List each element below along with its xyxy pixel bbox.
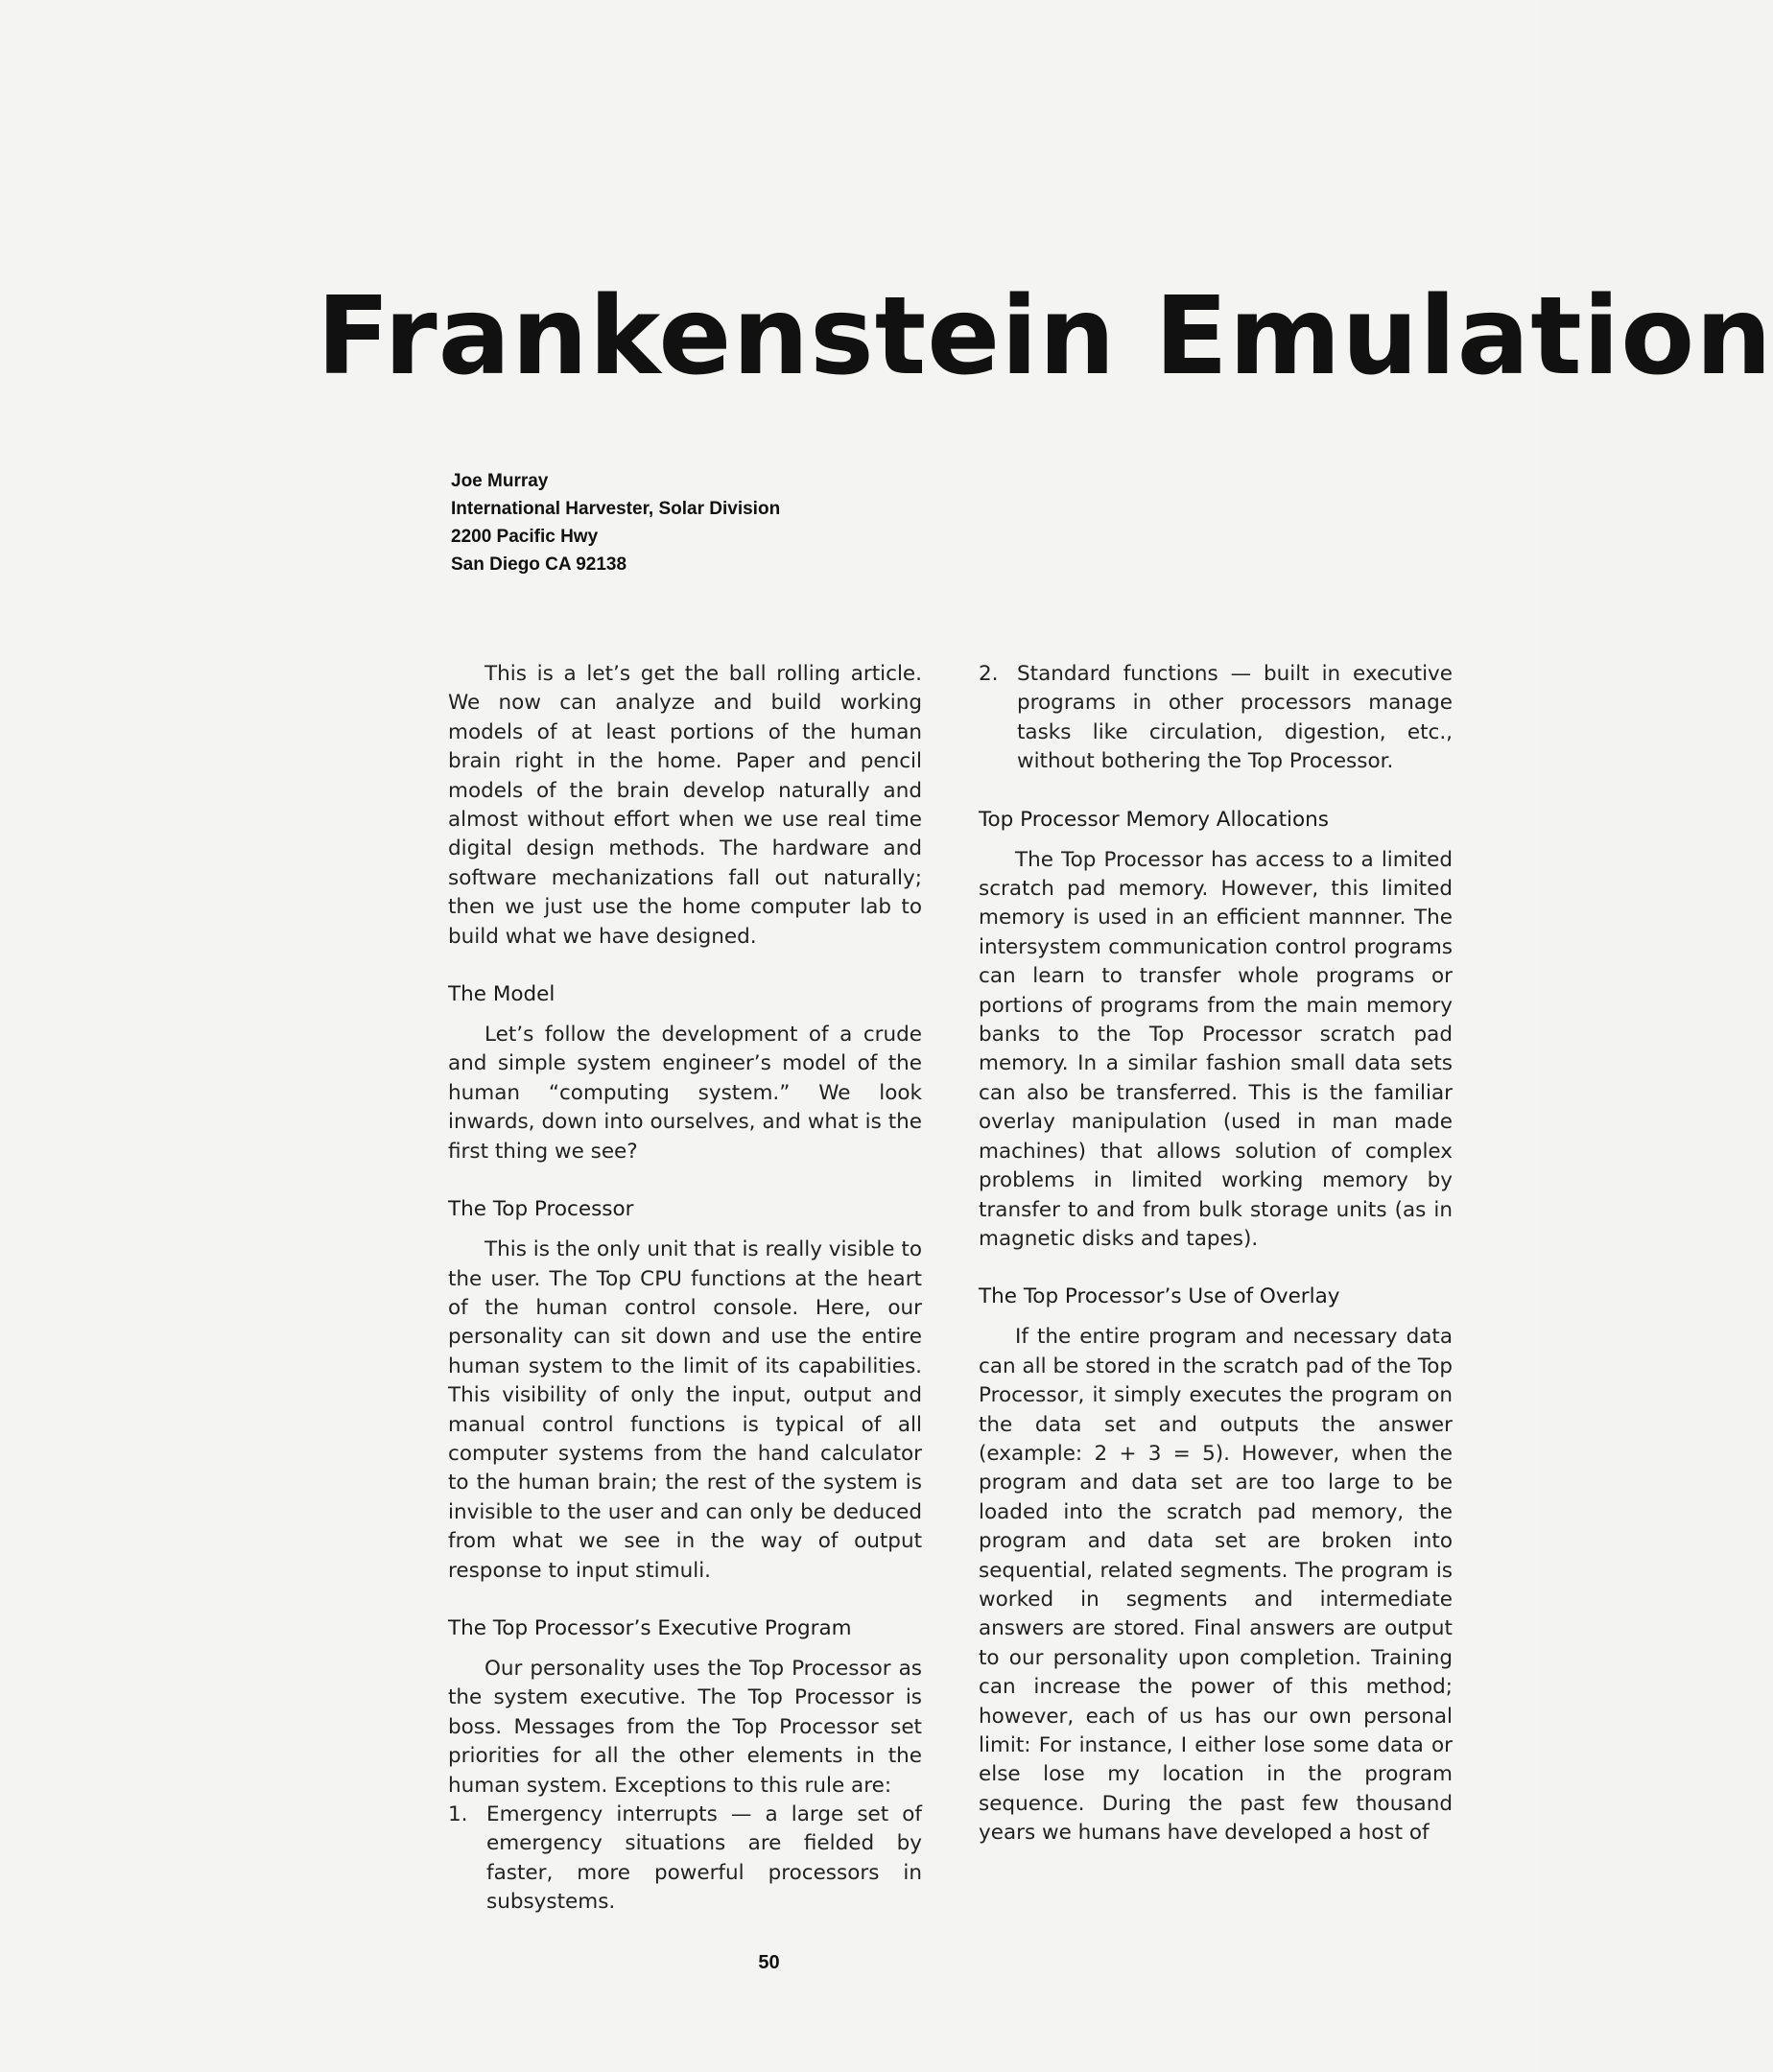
exceptions-list <box>448 1801 922 1918</box>
section-paragraph-memory: The Top Processor has access to a limited scratch pad memory. However, this limited memory is used in an efficient mannner. The intersystem communication control programs can learn to transfer whole programs or portions of programs from the main memory banks to the Top Processor scratch pad memory. In a similar fashion small data sets can also be transferred. This is the familiar overlay manipulation (used in man made machines) that allows solution of complex problems in limited working memory by transfer to and from bulk storage units (as in magnetic disks and tapes). <box>979 847 1453 1251</box>
list-item-number: 1. <box>448 1802 468 1826</box>
list-item <box>448 1801 922 1918</box>
list-item-number: 2. <box>979 662 999 686</box>
author-street: 2200 Pacific Hwy <box>451 527 599 547</box>
section-heading-executive: The Top Processor’s Executive Program <box>448 1615 852 1640</box>
section-paragraph-overlay: If the entire program and necessary data can all be stored in the scratch pad of the Top Processor, it simply executes the program on the data set and outputs the answer (example: 2 + 3 = 5). However, when the program and data set are too large to be loaded into the scratch pad memory, the program and data set are broken into sequential, related segments. The program is worked in segments and intermediate answers are stored. Final answers are output to our personality upon completion. Training can increase the power of this method; however, each of us has our own personal limit: For instance, I either lose some data or else lose my location in the program sequence. During the past few thousand years we humans have developed a host of <box>979 1325 1453 1846</box>
left-column <box>448 660 922 1918</box>
author-name: Joe Murray <box>451 471 549 491</box>
list-item-text: Emergency interrupts — a large set of emergency situations are fielded by faster, more powerful processors in subsystems. <box>486 1802 922 1915</box>
list-item-text: Standard functions — built in executive programs in other processors manage tasks like circulation, digestion, etc., without bothering the Top Processor. <box>1017 662 1453 774</box>
page-number: 50 <box>758 1952 780 1973</box>
author-city: San Diego CA 92138 <box>451 554 627 575</box>
section-paragraph-executive: Our personality uses the Top Processor as the system executive. The Top Processor is boss. Messages from the Top Processor set priorities for all the other elements in the human system. Exceptions to this rule are: <box>448 1656 922 1798</box>
exceptions-list-continued <box>979 660 1453 777</box>
section-heading-model: The Model <box>448 982 556 1007</box>
section-heading-top-processor: The Top Processor <box>448 1197 634 1222</box>
article-title: Frankenstein Emulation <box>317 274 1773 399</box>
list-item <box>979 660 1453 777</box>
right-column <box>979 660 1453 1848</box>
section-heading-memory: Top Processor Memory Allocations <box>979 807 1329 832</box>
author-block <box>451 467 780 578</box>
section-paragraph-model: Let’s follow the development of a crude and simple system engineer’s model of the human “computing system.” We look inwards, down into ourselves, and what is the first thing we see? <box>448 1023 922 1164</box>
section-paragraph-top-processor: This is the only unit that is really visible to the user. The Top CPU functions at the heart of the human control console. Here, our personality can sit down and use the entire human system to the limit of its capabilities. This visibility of only the input, output and manual control functions is typical of all computer systems from the hand calculator to the human brain; the rest of the system is invisible to the user and can only be deduced from what we see in the way of output response to input stimuli. <box>448 1237 922 1583</box>
section-heading-overlay: The Top Processor’s Use of Overlay <box>979 1284 1340 1309</box>
intro-paragraph: This is a let’s get the ball rolling article. We now can analyze and build working models of at least portions of the human brain right in the home. Paper and pencil models of the brain develop naturally and almost without effort when we use real time digital design methods. The hardware and software mechanizations fall out naturally; then we just use the home computer lab to build what we have designed. <box>448 662 922 949</box>
author-affiliation: International Harvester, Solar Division <box>451 499 781 519</box>
